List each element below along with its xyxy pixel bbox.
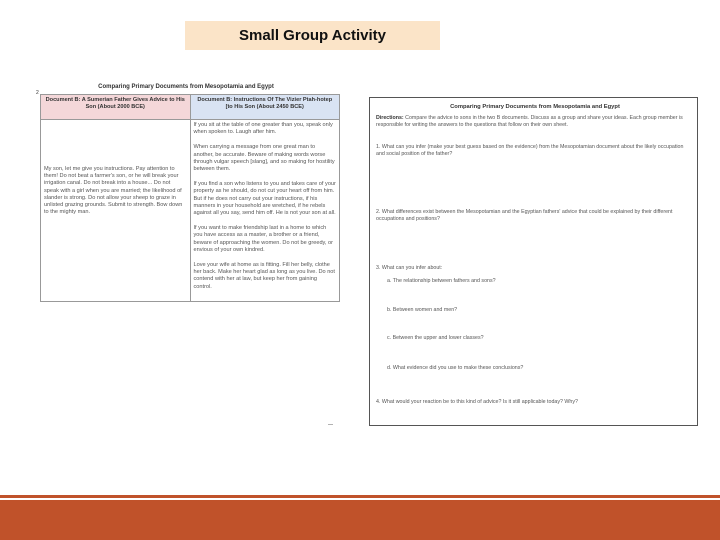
sumerian-advice-text: My son, let me give you instructions. Pay attention to them! Do not beat a farmer's son, or he will break your irrigation canal. Do not break into a house... Do not speak with a girl when you are married; the likelihood of slander is strong. Do not allow your sheep to graze in unlisted grazing grounds. Submit to strength. Bow down to the mighty man. bbox=[44, 166, 183, 216]
egyptian-advice-para: If you sit at the table of one greater than you, speak only when spoken to. Laugh after him. bbox=[193, 122, 333, 136]
question-3c: c. Between the upper and lower classes? bbox=[387, 335, 484, 341]
question-3a: a. The relationship between fathers and sons? bbox=[387, 278, 496, 284]
page-number: 2 bbox=[36, 90, 39, 96]
question-1: 1. What can you infer (make your best guess based on the evidence) from the Mesopotamian document about the likely occupation and social position of the father? bbox=[376, 144, 684, 157]
question-3b: b. Between women and men? bbox=[387, 307, 458, 313]
footer-divider bbox=[0, 495, 720, 498]
footer-bar bbox=[0, 500, 720, 540]
questions-heading: Comparing Primary Documents from Mesopotamia and Egypt bbox=[450, 104, 620, 110]
question-4: 4. What would your reaction be to this kind of advice? Is it still applicable today? Why? bbox=[376, 399, 578, 405]
footer-mark: — bbox=[328, 422, 333, 428]
column-header-egyptian: Document B: Instructions Of The Vizier Ptah-hotep [to His Son (About 2450 BCE) bbox=[190, 95, 340, 120]
document-questions bbox=[369, 97, 698, 426]
advice-table bbox=[40, 94, 340, 302]
document-heading: Comparing Primary Documents from Mesopotamia and Egypt bbox=[98, 84, 274, 90]
question-3: 3. What can you infer about: bbox=[376, 265, 443, 271]
column-header-sumerian: Document B: A Sumerian Father Gives Advice to His Son (About 2000 BCE) bbox=[41, 95, 191, 120]
question-3d: d. What evidence did you use to make these conclusions? bbox=[387, 365, 524, 371]
egyptian-advice-para: If you find a son who listens to you and takes care of your property as he should, do not cut your heart off from him. But if he does not carry out your instructions, if his manners in your household are wretched, if he rebels against all you say, send him off. He is not your son at all. bbox=[193, 181, 336, 217]
directions-text: Compare the advice to sons in the two B documents. Discuss as a group and share your ideas. Each group member is responsible for writing the answers to the questions that follow on their own sheet. bbox=[376, 115, 683, 128]
question-2: 2. What differences exist between the Mesopotamian and the Egyptian fathers' advice that could be explained by their different occupations and positions? bbox=[376, 209, 673, 222]
sumerian-advice-cell bbox=[41, 120, 191, 302]
directions bbox=[376, 115, 688, 128]
slide-title: Small Group Activity bbox=[185, 21, 440, 50]
document-advice-comparison bbox=[36, 76, 342, 432]
directions-label: Directions: bbox=[376, 115, 404, 121]
egyptian-advice-para: Love your wife at home as is fitting. Fill her belly, clothe her back. Make her heart glad as long as you live. Do not contend with her at law, but keep her from gaining control. bbox=[193, 262, 335, 290]
egyptian-advice-cell bbox=[190, 120, 340, 302]
egyptian-advice-para: If you want to make friendship last in a home to which you have access as a master, a brother or a friend, beware of approaching the women. Do not be greedy, or envious of your own kindred. bbox=[193, 225, 334, 253]
egyptian-advice-para: When carrying a message from one great man to another, be accurate. Beware of making words worse through vulgar speech [slang], and so making for hostility between them. bbox=[193, 144, 335, 173]
